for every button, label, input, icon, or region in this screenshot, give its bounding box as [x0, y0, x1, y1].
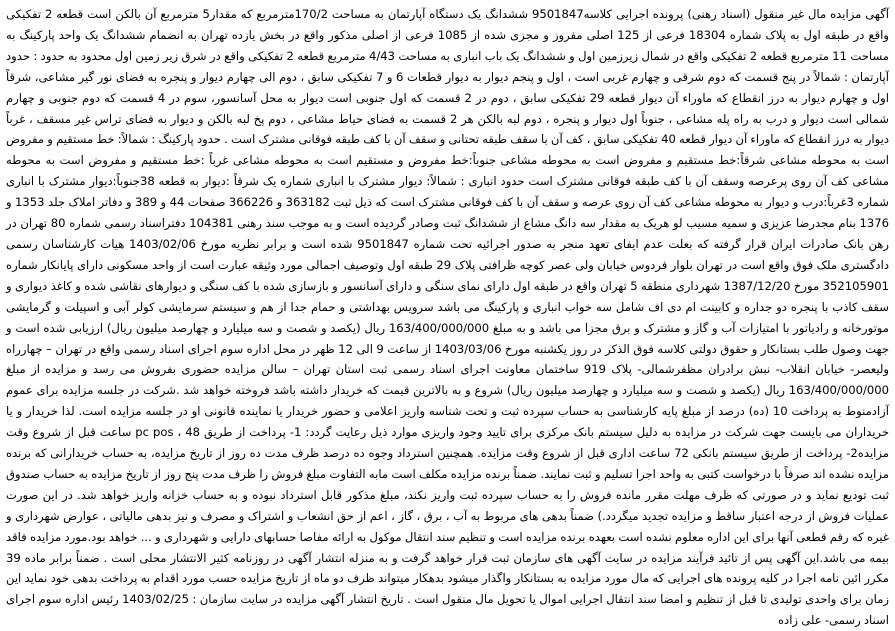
auction-notice-text: آگهی مزایده مال غیر منقول (اسناد رهنی) پرونده اجرایی کلاسه9501847 ششدانگ یک دستگاه آپارتمان به مساحت 170/2مترمربع که مقدار5 مترمربع آن بالکن است قطعه 2 تفکیکی واقع در طبقه اول به پلاک شماره 18304 فرعی از 125 اصلی مفروز و مجزی شده از 1085 فرعی از اصلی مذکور واقع در بخش یازده تهران به انضمام ششدانگ یک واحد پارکینگ به مساحت 11 مترمربع قطعه 2 تفکیکی واقع در شمال زیرزمین اول و ششدانگ یک باب انباری به مساحت 4/43 مترمربع قطعه 2 تفکیکی واقع در شرق زیر زمین اول محدود به حدود : حدود آپارتمان : شمالاً در پنج قسمت که دوم شرقی و چهارم غربی است ، اول و پنجم دیوار به دیوار قطعات 6 و 7 تفکیکی سابق ، دوم الی چهارم دیوار و پنجره به فضای نور گیر مشاعی، شرقاً اول و چهارم دیوار به درز انقطاع که ماوراء آن دیوار قطعه 29 تفکیکی سابق ، دوم در 2 قسمت که اول جنوبی است دیوار به محل آسانسور، سوم در 4 قسمت که دوم جنوبی و چهارم شمالی است دیوار و درب به راه پله مشاعی ، جنوباً اول دیوار و پنجره ، دوم لبه بالکن هر 2 قسمت به فضای حیاط مشاعی ، دوم پخ لبه بالکن و دیوار به فضای تراس غیر مسقف ، غرباً دیوار به درز انقطاع که ماوراء آن دیوار قطعه 40 تفکیکی سابق ، کف آن با سقف طبقه تحتانی و سقف آن با کف طبقه فوقانی مشترک است . حدود پارکینگ : شمالاً: خط مستقیم و مفروض است به محوطه مشاعی شرقاً:خط مستقیم و مفروض است به محوطه مشاعی جنوباً:خط مفروض و مستقیم است به محوطه مشاعی غرباً :خط مستقیم و مفروض است به محوطه مشاعی کف آن روی پرعرصه وسقف آن با کف طبقه فوقانی مشترک است حدود انباری : شمالاً: دیوار مشترک با انباری شماره یک شرقاً :دیوار به قطعه 38جنوباً:دیوار مشترک با انباری شماره 3غرباً:درب و دیوار به محوطه مشاعی کف آن روی عرصه و سقف آن با کف فوقانی مشترک است که ذیل ثبت 363182 و 366226 صفحات 44 و 389 و دفاتر املاک جلد 1353 و 1376 بنام مجدرضا عزیزی و سمیه مسیب لو هریک به مقدار سه دانگ مشاع از ششدانگ ثبت وصادر گردیده است و به موجب سند رهنی 104381 دفتراسناد رسمی شماره 80 تهران در رهن بانک صادرات ایران قرار گرفته که بعلت عدم ایفای تعهد منجر به صدور اجرائیه تحت شماره 9501847 شده است و برابر نظریه مورخ 1403/02/06 هیات کارشناسان رسمی دادگستری ملک فوق واقع است در تهران بلوار فردوس خیابان ولی عصر کوچه ظرافتی پلاک 29 طبقه اول وتوصیف اجمالی مورد وثیقه عبارت است از واحد مسکونی دارای پایانکار شماره 352105901 مورخ 1387/12/20 شهرداری منطقه 5 تهران واقع در طبقه اول دارای نمای سنگی و دارای آسانسور و بازسازی شده با کف سنگی و دیوارهای نقاشی شده و کاغذ دیواری و سقف کاذب با پنجره دو جداره و کابینت ام دی اف شامل سه خواب انباری و پارکینگ می باشد سرویس بهداشتی و حمام جدا از هم و سیستم سرمایشی کولر آبی و اسپیلت و گرمایشی موتورخانه و رادیاتور با امتیازات آب و گاز و مشترک و برق مجزا می باشد و به مبلغ 163/400/000/000 ریال (یکصد و شصت و سه میلیارد و چهارصد میلیون ریال) ارزیابی شده است و جهت وصول طلب بستانکار و حقوق دولتی کلاسه فوق الذکر در روز یکشنبه مورخ 1403/03/06 از ساعت 9 الی 12 ظهر در محل اداره سوم اجرای اسناد رسمی واقع در تهران – چهارراه ولیعصر- خیابان انقلاب- نبش برادران مظفرشمالی- پلاک 919 ساختمان معاونت اجرای اسناد رسمی ثبت استان تهران – سالن مزایده حضوری بفروش می رسد و مزایده از مبلغ 163/400/000/000 ریال (یکصد و شصت و سه میلیارد و چهارصد میلیون ریال) شروع و به بالاترین قیمت که خریدار داشته باشد فروخته خواهد شد .شرکت در جلسه مزایده برای عموم آزادمنوط به پرداخت 10 (ده) درصد از مبلغ پایه کارشناسی به حساب سپرده ثبت و تحت شناسه واریز اعلامی و حضور خریدار یا نماینده قانونی او در جلسه مزایده است. لذا خریدار و یا خریداران می بایست جهت شرکت در مزایده به دلیل سیستم بانک مرکزی برای تایید وجود واریزی موارد ذیل رعایت گردد: 1- پرداخت از طریق pc pos ، 48 ساعت قبل از شروع وقت مزایده2- پرداخت از طریق سیستم بانکی 72 ساعت اداری قبل از شروع وقت مزایده. همچنین استرداد وجوه ده درصد ظرف مدت ده روز از تاریخ مزایده، به حساب خریدارانی که برنده مزایده نشده اند صرفاً با درخواست کتبی به واحد اجرا تسلیم و ثبت نمایند. ضمناً برنده مزایده مکلف است مابه التفاوت مبلغ فروش را ظرف مدت پنج روز از تاریخ مزایده به حساب صندوق ثبت تودیع نماید و در صورتی که ظرف مهلت مقرر مانده فروش را به حساب سپرده ثبت واریز نکند، مبلغ مذکور قابل استرداد نبوده و به حساب خزانه واریز خواهد شد. در این صورت عملیات فروش از درجه اعتبار ساقط و مزایده تجدید میگردد.) ضمناً بدهی های مربوط به آب ، برق ، گاز ، اعم از حق انشعاب و اشتراک و مصرف و نیز بدهی مالیاتی ، عوارض شهرداری و غیره که رقم قطعی آنها برای این اداره معلوم نشده است بعهده برنده مزایده است و تنظیم سند انتقال موکول به ارائه مفاصا حسابهای دارایی و شهرداری و ... خواهد بود.مورد مزایده فاقد بیمه می باشد.این آگهی پس از تائید فرآیند مزایده در سایت آگهی های سازمان ثبت قرار خواهد گرفت و به منزله انتشار آگهی در روزنامه کثیر الانتشار محلی است . ضمناً برابر ماده 39 مکرر ائین نامه اجرا در کلیه پرونده های اجرایی که مال مورد مزایده به بستانکار واگذار میشود بدهکار میتواند ظرف دو ماه از تاریخ مزایده حسب مورد اقدام به پرداخت بدهی خود نماید این زمان برای واحدی تولیدی تا قبل از تنظیم و امضا سند انتقال اجرایی اموال یا تحویل مال منقول است . تاریخ انتشار آگهی مزایده در سایت سازمان : 1403/02/25 رئیس اداره سوم اجرای اسناد رسمی- علی زاده	[6, 7, 890, 628]
